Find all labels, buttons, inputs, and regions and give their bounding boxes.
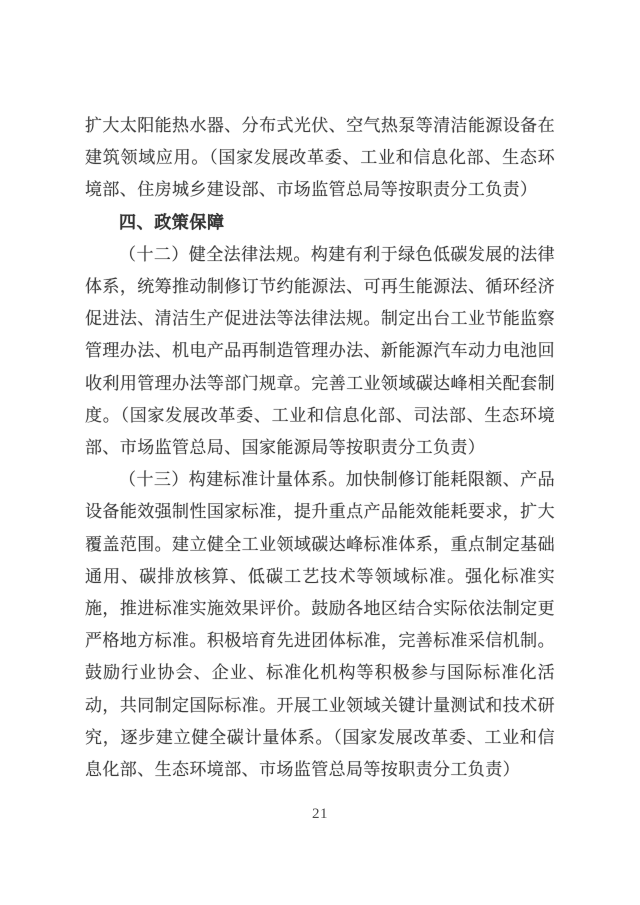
- page-body: [85, 110, 555, 786]
- page-number: 21: [312, 806, 328, 822]
- paragraph-item-12-legal-regulations: （十二）健全法律法规。构建有利于绿色低碳发展的法律体系，统筹推动制修订节约能源法、可再生能源法、循环经济促进法、清洁生产促进法等法律法规。制定出台工业节能监察管理办法、机电产品再制造管理办法、新能源汽车动力电池回收利用管理办法等部门规章。完善工业领域碳达峰相关配套制度。（国家发展改革委、工业和信息化部、司法部、生态环境部、市场监管总局、国家能源局等按职责分工负责）: [85, 244, 555, 458]
- paragraph-item-13-standards-metrology: （十三）构建标准计量体系。加快制修订能耗限额、产品设备能效强制性国家标准，提升重点产品能效能耗要求，扩大覆盖范围。建立健全工业领域碳达峰标准体系，重点制定基础通用、碳排放核算、低碳工艺技术等领域标准。强化标准实施，推进标准实施效果评价。鼓励各地区结合实际依法制定更严格地方标准。积极培育先进团体标准，完善标准采信机制。鼓励行业协会、企业、标准化机构等积极参与国际标准化活动，共同制定国际标准。开展工业领域关键计量测试和技术研究，逐步建立健全碳计量体系。（国家发展改革委、工业和信息化部、生态环境部、市场监管总局等按职责分工负责）: [85, 470, 555, 780]
- paragraph-continuation: 扩大太阳能热水器、分布式光伏、空气热泵等清洁能源设备在建筑领域应用。（国家发展改革委、工业和信息化部、生态环境部、住房城乡建设部、市场监管总局等按职责分工负责）: [85, 116, 555, 200]
- section-heading-policy-guarantee: 四、政策保障: [119, 212, 225, 232]
